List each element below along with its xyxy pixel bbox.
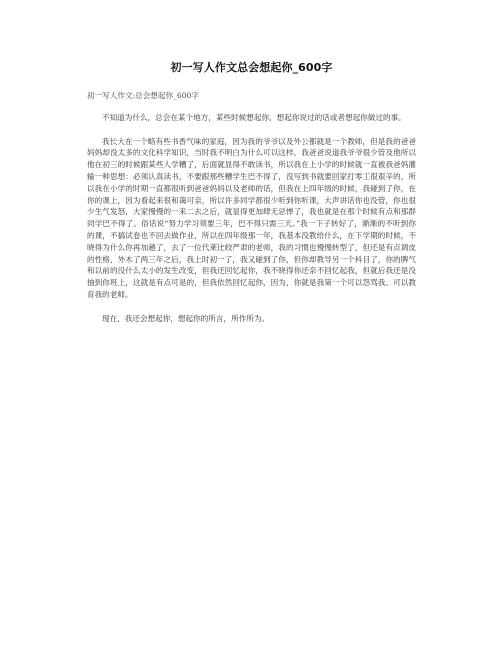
paragraph-conclusion: 现在，我还会想起你，想起你的所言，所作所为。 xyxy=(102,313,270,323)
document-title: 初一写人作文总会想起你_600字 xyxy=(170,61,333,74)
document-subtitle: 初一写人作文:总会想起你_600字 xyxy=(87,91,199,100)
document-page xyxy=(87,60,416,325)
paragraph-intro: 不知道为什么，总会在某个地方，某些时候想起你，想起你说过的话或者想起你做过的事。 xyxy=(102,112,406,122)
paragraph-body: 我长大在一个略有些书香气味的家庭，因为我的爷爷以及外公都就是一个教师，但是我的爸爸妈妈却没太多的文化科学知识，当时我不明白为什么可以这样，我爸爸说道我爷爷很少管及他所以他在初三的时候跟某些人学糟了，后面就显得不敢读书，所以我在上小学的时候就一直被我爸妈灌输一种思想：必须认真读书，不要跟那些糟学生巴不得了，没写到书就要回家打零工很艰辛的，所以我在小学的时期一直都很听到爸爸妈妈以及老师的话，但我在上四年级的时候，我碰到了你，在你的课上，因为看起来很和蔼可亲，所以许多同学都很少听到你听课，大声讲话你也没管，你也很少生气发怒，大家慢慢的一来二去之后，就显得更加肆无忌惮了，我也就是在那个时候有点和那群同学巴不得了。俗话说“努力学习须要三年，巴不得只需三天。”我一下子转好了，渐渐的不听到你的课，不搞试卷也不回去做作业，所以在四年级那一年，我基本没教给什么，在下学期的时候，不晓得为什么你再加趟了，去了一位代莱比较严肃的老师，我的习惯也慢慢转型了，但还是有点调皮的性格，外木了两三年之后，我上时初一了，我又碰到了你，但你却教导另一个科目了，你的脾气和以前的没什么太小的发生改变，但我还回忆起你，我不晓得你还亲不回忆起我，但就后我还是没抽到你班上，这就是有点可是的，但我依然回忆起你，因为，你就是我第一个可以怨骂我、可以教育我的老师。 xyxy=(87,136,416,299)
